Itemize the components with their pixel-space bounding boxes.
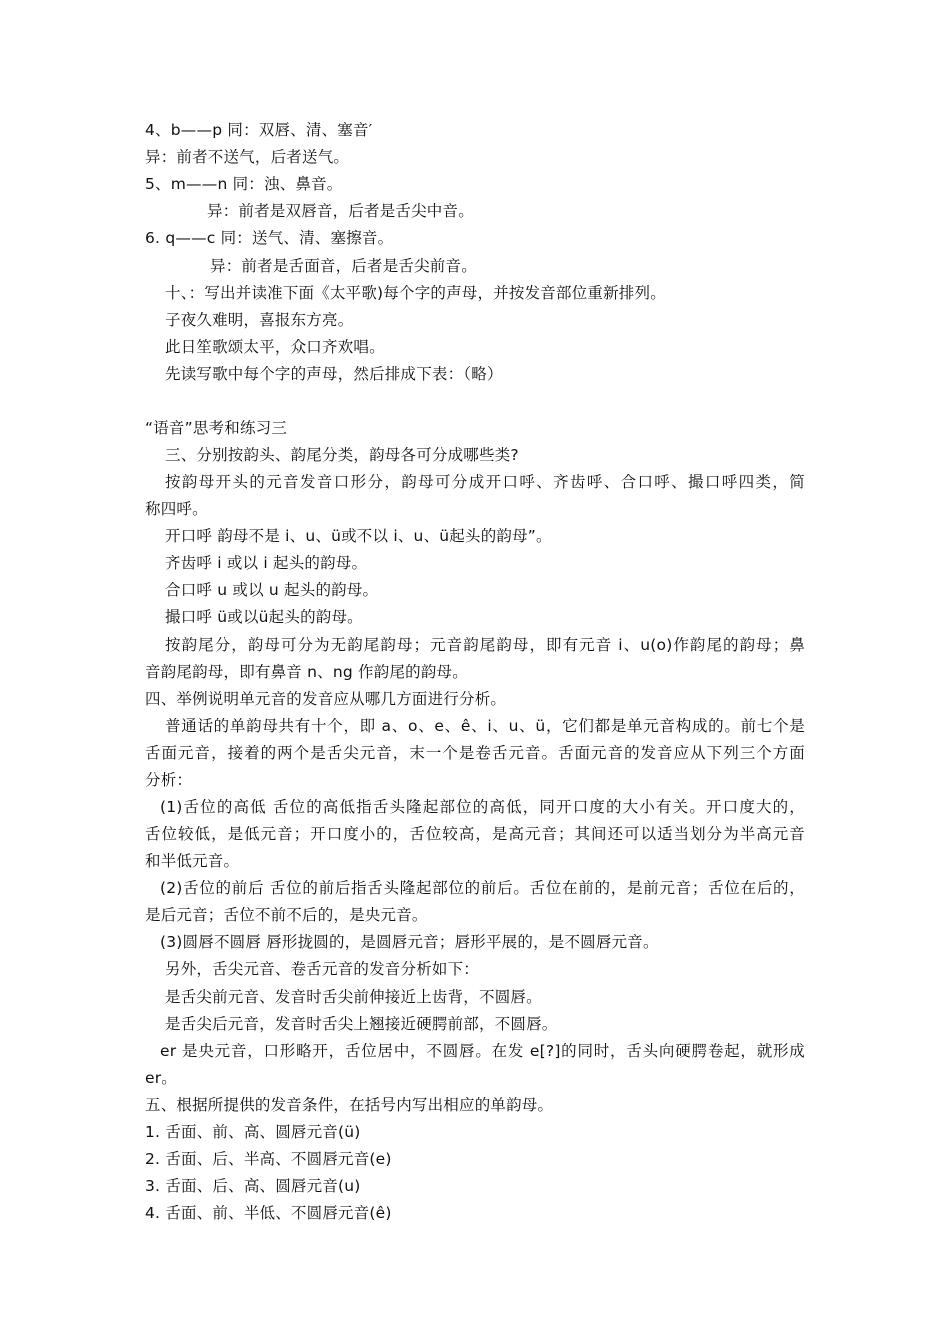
text-line: 十、：写出并读准下面《太平歌)每个字的声母，并按发音部位重新排列。 [165,284,666,302]
text-line: 舌面元音，接着的两个是舌尖元音，末一个是卷舌元音。舌面元音的发音应从下列三个方面 [145,744,805,762]
list-item: 2. 舌面、后、半高、不圆唇元音(e) [145,1150,392,1168]
text-line: er 是央元音，口形略开，舌位居中，不圆唇。在发 e[?]的同时，舌头向硬腭卷起，就形成 [160,1042,805,1060]
text-line: 异：前者是双唇音，后者是舌尖中音。 [207,202,474,220]
text-line: 6. q——c 同：送气、清、塞擦音。 [145,229,394,247]
text-line: 先读写歌中每个字的声母，然后排成下表：（略） [165,365,503,383]
list-item: 1. 舌面、前、高、圆唇元音(ü) [145,1123,361,1141]
text-line: 4、b——p 同：双唇、清、塞音′ [145,121,373,139]
text-line: 普通话的单韵母共有十个，即 a、o、e、ê、i、u、ü，它们都是单元音构成的。前七个是 [165,717,805,735]
text-line: 异：前者是舌面音，后者是舌尖前音。 [210,257,477,275]
text-line: 按韵尾分，韵母可分为无韵尾韵母；元音韵尾韵母，即有元音 i、u(o)作韵尾的韵母；鼻 [165,636,805,654]
text-line: 撮口呼 ü或以ü起头的韵母。 [165,608,363,626]
text-line: (2)舌位的前后 舌位的前后指舌头隆起部位的前后。舌位在前的，是前元音；舌位在后的， [160,879,805,897]
text-line: er。 [145,1069,178,1087]
text-line: 是舌尖前元音、发音时舌尖前伸接近上齿背，不圆唇。 [165,988,542,1006]
text-line: 舌位较低，是低元音；开口度小的，舌位较高，是高元音；其间还可以适当划分为半高元音 [145,825,805,843]
text-line: 分析： [145,771,193,789]
text-line: 另外，舌尖元音、卷舌元音的发音分析如下： [165,960,480,978]
question-heading: 五、根据所提供的发音条件，在括号内写出相应的单韵母。 [145,1096,554,1114]
text-line: 齐齿呼 i 或以 i 起头的韵母。 [165,554,368,572]
list-item: 4. 舌面、前、半低、不圆唇元音(ê) [145,1204,392,1222]
question-heading: 三、分别按韵头、韵尾分类，韵母各可分成哪些类? [165,446,519,464]
text-line: 是后元音；舌位不前不后的，是央元音。 [145,906,428,924]
text-line: 合口呼 u 或以 u 起头的韵母。 [165,581,379,599]
text-line: 音韵尾韵母，即有鼻音 n、ng 作韵尾的韵母。 [145,663,468,681]
text-line: 5、m——n 同：浊、鼻音。 [145,175,343,193]
text-line: 和半低元音。 [145,852,240,870]
section-heading: “语音”思考和练习三 [145,419,288,437]
text-line: (3)圆唇不圆唇 唇形拢圆的，是圆唇元音；唇形平展的，是不圆唇元音。 [160,933,659,951]
text-line: 异：前者不送气，后者送气。 [145,148,350,166]
list-item: 3. 舌面、后、高、圆唇元音(u) [145,1177,361,1195]
text-line: 是舌尖后元音，发音时舌尖上翘接近硬腭前部，不圆唇。 [165,1015,558,1033]
question-heading: 四、举例说明单元音的发音应从哪几方面进行分析。 [145,690,507,708]
text-line: (1)舌位的高低 舌位的高低指舌头隆起部位的高低，同开口度的大小有关。开口度大的， [160,798,805,816]
text-line: 按韵母开头的元音发音口形分，韵母可分成开口呼、齐齿呼、合口呼、撮口呼四类，简 [165,473,805,491]
text-line: 子夜久难明，喜报东方亮。 [165,311,354,329]
text-line: 此日笙歌颂太平，众口齐欢唱。 [165,338,385,356]
text-line: 开口呼 韵母不是 i、u、ü或不以 i、u、ü起头的韵母”。 [165,527,552,545]
text-line: 称四呼。 [145,500,208,518]
